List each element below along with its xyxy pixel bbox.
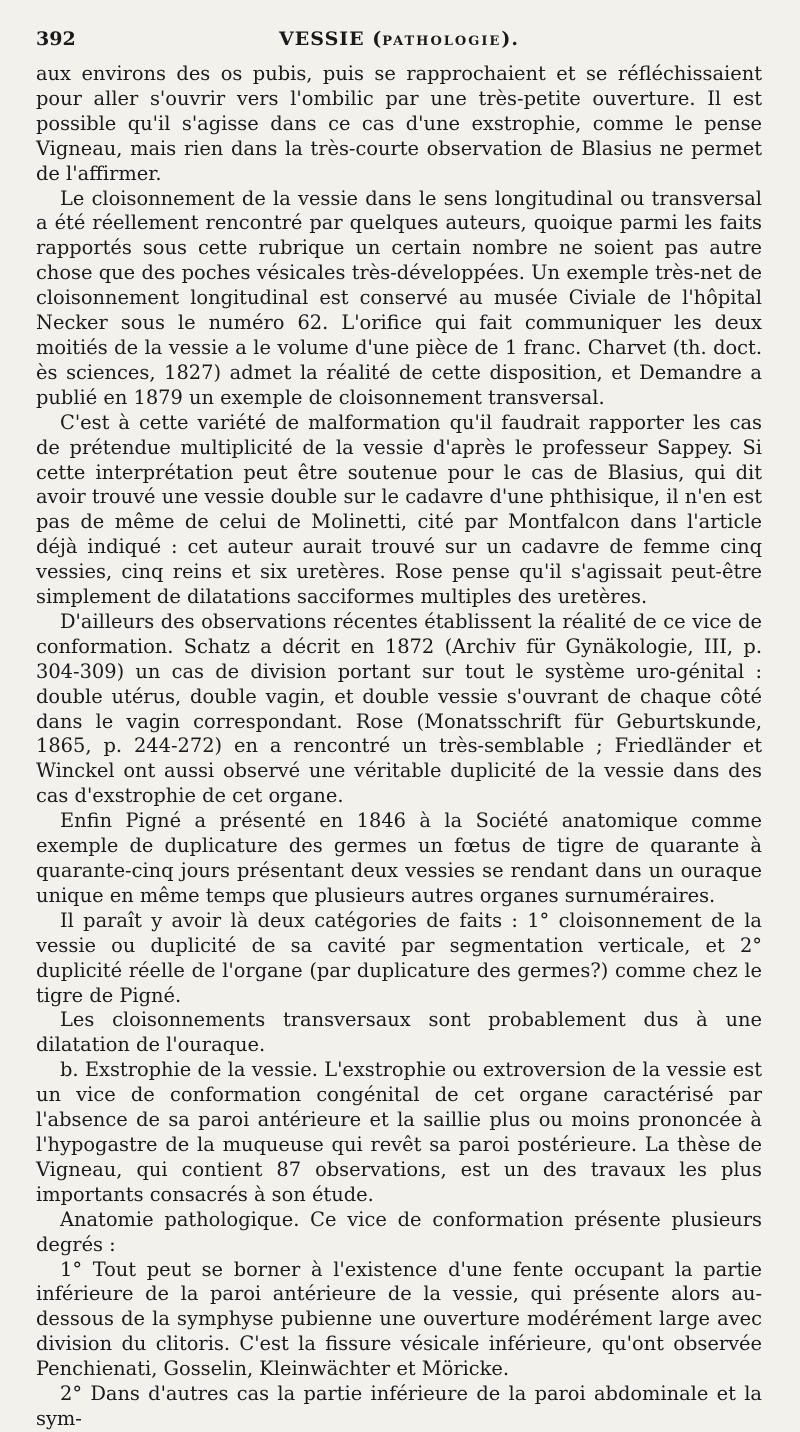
paragraph-categories: Il paraît y avoir là deux catégories de faits : 1° cloisonnement de la vessie ou duplicité de sa cavité par segmentation verticale, et 2° duplicité réelle de l'organe (par duplicature des germes?) comme chez le tigre de Pigné. <box>36 908 762 1007</box>
title-main: VESSIE ( <box>279 28 383 50</box>
paragraph-exstrophie: b. Exstrophie de la vessie. L'exstrophie ou extroversion de la vessie est un vice de conformation congénital de cet organe caractérisé par l'absence de sa paroi antérieure et la saillie plus ou moins prononcée à l'hypogastre de la muqueuse qui revêt sa paroi postérieure. La thèse de Vigneau, qui contient 87 observations, est un des travaux les plus importants consacrés à son étude. <box>36 1058 762 1206</box>
paragraph-fissure: 1° Tout peut se borner à l'existence d'une fente occupant la partie inférieure de la paroi antérieure de la vessie, qui présente alors au-dessous de la symphyse pubienne une ouverture modérément large avec division du clitoris. C'est la fissure vésicale inférieure, qu'ont observée Penchienati, Gosselin, Kleinwächter et Möricke. <box>36 1257 762 1381</box>
title-end: ). <box>501 28 519 50</box>
running-header <box>36 28 762 62</box>
paragraph-continuation: aux environs des os pubis, puis se rapprochaient et se réfléchissaient pour aller s'ouvrir vers l'ombilic par une très-petite ouverture. Il est possible qu'il s'agisse dans ce cas d'une exstrophie, comme le pense Vigneau, mais rien dans la très-courte observation de Blasius ne permet de l'affirmer. <box>36 62 762 185</box>
paragraph-observations-recentes: D'ailleurs des observations récentes établissent la réalité de ce vice de conformation. Schatz a décrit en 1872 (Archiv für Gynäkologie, III, p. 304-309) un cas de division portant sur tout le système uro-génital : double utérus, double vagin, et double vessie s'ouvrant de chaque côté dans le vagin correspondant. Rose (Monatsschrift für Geburtskunde, 1865, p. 244-272) en a rencontré un très-semblable ; Friedländer et Winckel ont aussi observé une véritable duplicité de la vessie dans des cas d'exstrophie de cet organe. <box>36 609 762 808</box>
paragraph-cloisonnement: Le cloisonnement de la vessie dans le sens longitudinal ou transversal a été réellement rencontré par quelques auteurs, quoique parmi les faits rapportés sous cette rubrique un certain nombre ne soient pas autre chose que des poches vésicales très-développées. Un exemple très-net de cloisonnement longitudinal est conservé au musée Civiale de l'hôpital Necker sous le numéro 62. L'orifice qui fait communiquer les deux moitiés de la vessie a le volume d'une pièce de 1 franc. Charvet (th. doct. ès sciences, 1827) admet la réalité de cette disposition, et Demandre a publié en 1879 un exemple de cloisonnement transversal. <box>36 186 762 409</box>
page-body <box>36 62 762 1432</box>
paragraph-pigne: Enfin Pigné a présenté en 1846 à la Société anatomique comme exemple de duplicature des germes un fœtus de tigre de quarante à quarante-cinq jours présentant deux vessies se rendant dans un ouraque unique en même temps que plusieurs autres organes surnuméraires. <box>36 809 762 907</box>
paragraph-cloisonnements-transversaux: Les cloisonnements transversaux sont probablement dus à une dilatation de l'ouraque. <box>36 1008 762 1057</box>
running-title <box>96 28 702 50</box>
page-number: 392 <box>36 28 76 50</box>
paragraph-autres-cas: 2° Dans d'autres cas la partie inférieure de la paroi abdominale et la sym- <box>36 1382 762 1430</box>
paragraph-multiplicite: C'est à cette variété de malformation qu'il faudrait rapporter les cas de prétendue multiplicité de la vessie d'après le professeur Sappey. Si cette interprétation peut être soutenue pour le cas de Blasius, qui dit avoir trouvé une vessie double sur le cadavre d'une phthisique, il n'en est pas de même de celui de Molinetti, cité par Montfalcon dans l'article déjà indiqué : cet auteur aurait trouvé sur un cadavre de femme cinq vessies, cinq reins et six uretères. Rose pense qu'il s'agissait peut-être simplement de dilatations sacciformes multiples des uretères. <box>36 410 762 609</box>
title-small: PATHOLOGIE <box>382 34 502 49</box>
paragraph-anatomie: Anatomie pathologique. Ce vice de conformation présente plusieurs degrés : <box>36 1207 762 1256</box>
